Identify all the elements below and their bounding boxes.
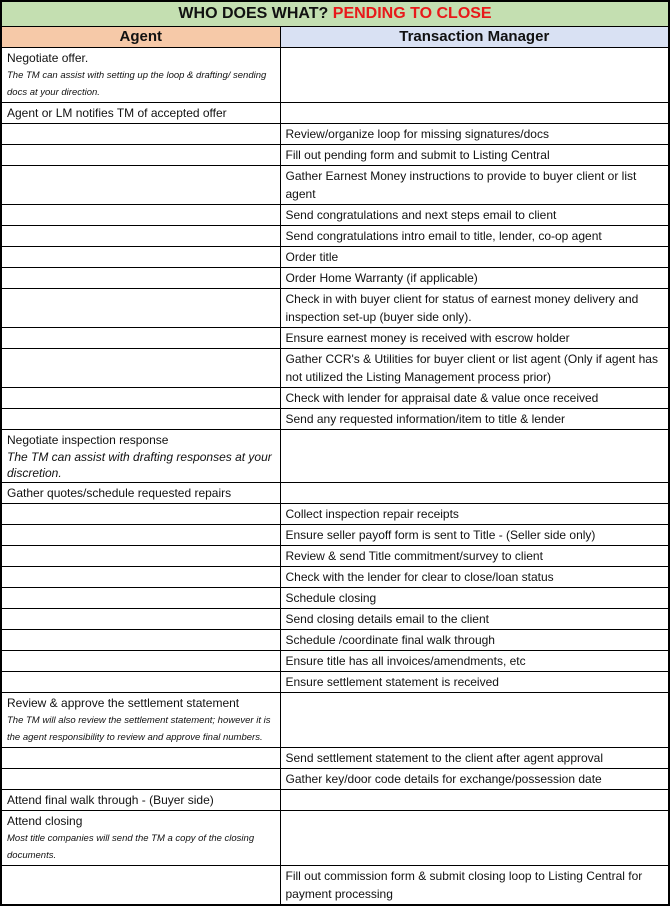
agent-cell: [1, 567, 280, 588]
agent-cell: [1, 205, 280, 226]
agent-cell: [1, 672, 280, 693]
agent-cell: [1, 409, 280, 430]
agent-cell: [1, 166, 280, 205]
agent-cell: [1, 769, 280, 790]
agent-note: The TM will also review the settlement statement; however it is the agent responsibility to review and approve final numbers.: [7, 715, 271, 743]
tm-cell: [280, 166, 669, 205]
tm-task: Send any requested information/item to title & lender: [285, 412, 565, 426]
tm-cell: [280, 504, 669, 525]
agent-cell: [1, 588, 280, 609]
tm-task: Gather CCR's & Utilities for buyer client or list agent (Only if agent has not utilized the Listing Management process prior): [285, 352, 658, 384]
tm-task: Gather Earnest Money instructions to provide to buyer client or list agent: [285, 169, 637, 201]
tm-cell: [280, 349, 669, 388]
tm-cell: [280, 811, 669, 866]
agent-cell: [1, 268, 280, 289]
tm-task: Schedule /coordinate final walk through: [285, 633, 495, 647]
agent-note: Most title companies will send the TM a copy of the closing documents.: [7, 833, 255, 861]
tm-task: Ensure settlement statement is received: [285, 675, 499, 689]
agent-task: Gather quotes/schedule requested repairs: [7, 486, 232, 500]
agent-task: Negotiate inspection response: [7, 433, 169, 447]
agent-cell: [1, 693, 280, 748]
agent-cell: [1, 811, 280, 866]
table-title: [1, 1, 669, 27]
tm-task: Ensure seller payoff form is sent to Title - (Seller side only): [285, 528, 596, 542]
tm-cell: [280, 567, 669, 588]
tm-task: Order Home Warranty (if applicable): [285, 271, 478, 285]
tm-cell: [280, 247, 669, 268]
tm-task: Check with the lender for clear to close/loan status: [285, 570, 554, 584]
table-row: [1, 790, 669, 811]
tm-cell: [280, 672, 669, 693]
tm-cell: [280, 483, 669, 504]
tm-cell: [280, 546, 669, 567]
table-row: [1, 430, 669, 483]
table-row: [1, 48, 669, 103]
tm-task: Gather key/door code details for exchange/possession date: [285, 772, 602, 786]
agent-task: Review & approve the settlement statement: [7, 696, 240, 710]
tm-task: Fill out commission form & submit closing loop to Listing Central for payment processing: [285, 869, 643, 901]
agent-cell: [1, 866, 280, 906]
table-row: [1, 504, 669, 525]
tm-cell: [280, 289, 669, 328]
agent-cell: [1, 145, 280, 166]
title-row: [1, 1, 669, 27]
tm-cell: [280, 769, 669, 790]
agent-cell: [1, 289, 280, 328]
table-row: [1, 769, 669, 790]
tm-cell: [280, 748, 669, 769]
tm-cell: [280, 866, 669, 906]
tm-task: Send congratulations and next steps email to client: [285, 208, 557, 222]
tm-cell: [280, 790, 669, 811]
agent-cell: [1, 790, 280, 811]
agent-cell: [1, 328, 280, 349]
table-row: [1, 247, 669, 268]
agent-cell: [1, 349, 280, 388]
tm-cell: [280, 525, 669, 546]
tm-task: Fill out pending form and submit to Listing Central: [285, 148, 550, 162]
table-row: [1, 289, 669, 328]
table-row: [1, 226, 669, 247]
table-row: [1, 630, 669, 651]
agent-cell: [1, 630, 280, 651]
tm-task: Check in with buyer client for status of earnest money delivery and inspection set-up (buyer side only).: [285, 292, 639, 324]
table-row: [1, 103, 669, 124]
tm-task: Send settlement statement to the client after agent approval: [285, 751, 604, 765]
table-row: [1, 124, 669, 145]
agent-cell: [1, 124, 280, 145]
title-main: WHO DOES WHAT?: [178, 5, 329, 22]
table-row: [1, 567, 669, 588]
table-row: [1, 205, 669, 226]
tm-cell: [280, 48, 669, 103]
agent-cell: [1, 651, 280, 672]
agent-note: The TM can assist with drafting responses at your discretion.: [7, 450, 272, 480]
table-row: [1, 866, 669, 906]
tm-cell: [280, 588, 669, 609]
tm-task: Review & send Title commitment/survey to client: [285, 549, 543, 563]
agent-cell: [1, 430, 280, 483]
tm-cell: [280, 145, 669, 166]
agent-task: Negotiate offer.: [7, 51, 89, 65]
title-accent: PENDING TO CLOSE: [332, 5, 492, 22]
table-row: [1, 609, 669, 630]
agent-cell: [1, 748, 280, 769]
tm-task: Collect inspection repair receipts: [285, 507, 459, 521]
column-header-row: [1, 27, 669, 48]
column-header-tm: Transaction Manager: [280, 27, 669, 48]
agent-cell: [1, 525, 280, 546]
tm-task: Send congratulations intro email to title, lender, co-op agent: [285, 229, 602, 243]
tm-cell: [280, 651, 669, 672]
tm-cell: [280, 103, 669, 124]
table-row: [1, 145, 669, 166]
agent-cell: [1, 226, 280, 247]
agent-cell: [1, 247, 280, 268]
table-row: [1, 483, 669, 504]
tm-task: Order title: [285, 250, 339, 264]
table-row: [1, 525, 669, 546]
table-row: [1, 409, 669, 430]
tm-cell: [280, 693, 669, 748]
table-row: [1, 546, 669, 567]
tm-task: Ensure title has all invoices/amendments, etc: [285, 654, 526, 668]
tm-cell: [280, 430, 669, 483]
tm-task: Review/organize loop for missing signatures/docs: [285, 127, 549, 141]
tm-cell: [280, 328, 669, 349]
table-row: [1, 328, 669, 349]
table-body: [1, 48, 669, 906]
tm-cell: [280, 124, 669, 145]
tm-task: Schedule closing: [285, 591, 377, 605]
table-row: [1, 349, 669, 388]
tm-task: Send closing details email to the client: [285, 612, 489, 626]
tm-task: Check with lender for appraisal date & value once received: [285, 391, 599, 405]
table-row: [1, 811, 669, 866]
agent-cell: [1, 48, 280, 103]
tm-task: Ensure earnest money is received with escrow holder: [285, 331, 570, 345]
table-row: [1, 693, 669, 748]
table-row: [1, 651, 669, 672]
agent-task: Attend final walk through - (Buyer side): [7, 793, 214, 807]
tm-cell: [280, 226, 669, 247]
tm-cell: [280, 630, 669, 651]
agent-cell: [1, 609, 280, 630]
agent-task: Agent or LM notifies TM of accepted offer: [7, 106, 227, 120]
agent-task: Attend closing: [7, 814, 83, 828]
column-header-agent: Agent: [1, 27, 280, 48]
tm-cell: [280, 268, 669, 289]
tm-cell: [280, 388, 669, 409]
tm-cell: [280, 609, 669, 630]
table-row: [1, 268, 669, 289]
agent-cell: [1, 504, 280, 525]
agent-cell: [1, 103, 280, 124]
table-row: [1, 588, 669, 609]
tm-cell: [280, 205, 669, 226]
agent-cell: [1, 546, 280, 567]
table-row: [1, 748, 669, 769]
table-row: [1, 388, 669, 409]
table-row: [1, 166, 669, 205]
agent-cell: [1, 388, 280, 409]
table-row: [1, 672, 669, 693]
agent-note: The TM can assist with setting up the loop & drafting/ sending docs at your direction.: [7, 70, 267, 98]
agent-cell: [1, 483, 280, 504]
tm-cell: [280, 409, 669, 430]
